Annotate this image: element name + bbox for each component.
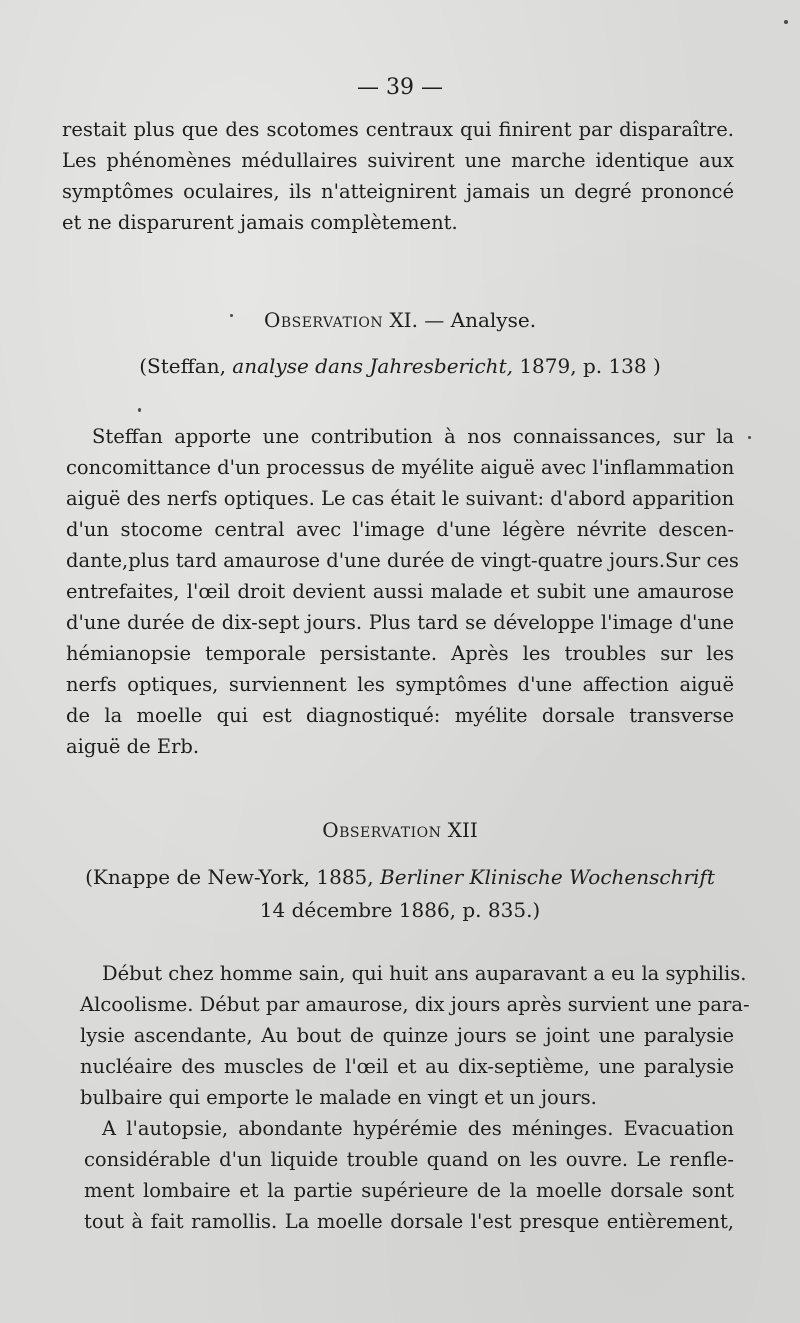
observation-xi-body — [66, 421, 739, 762]
scan-speck — [138, 408, 141, 412]
text-line: entrefaites, l'œil droit devient aussi malade et subit une amaurose — [66, 580, 734, 603]
observation-title: XII — [447, 818, 478, 842]
text-line: Alcoolisme. Début par amaurose, dix jours après survient une para- — [80, 993, 750, 1016]
scan-speck — [748, 436, 751, 439]
text-line: nucléaire des muscles de l'œil et au dix-septième, une paralysie — [80, 1055, 734, 1078]
observation-label: Observation — [322, 818, 442, 842]
text-line: de la moelle qui est diagnostiqué: myélite dorsale transverse — [66, 704, 734, 727]
text-line: Début chez homme sain, qui huit ans auparavant a eu la syphilis. — [102, 962, 747, 985]
observation-xii-reference-line1 — [0, 862, 800, 893]
text-line: d'un stocome central avec l'image d'une légère névrite descen- — [66, 518, 734, 541]
observation-xi-heading — [0, 308, 800, 332]
reference-close: 1879, p. 138 ) — [512, 354, 661, 378]
text-line: bulbaire qui emporte le malade en vingt et un jours. — [80, 1086, 597, 1109]
text-line: tout à fait ramollis. La moelle dorsale l'est presque entièrement, — [84, 1210, 734, 1233]
text-line: hémianopsie temporale persistante. Après les troubles sur les — [66, 642, 734, 665]
text-line: symptômes oculaires, ils n'atteignirent jamais un degré prononcé — [62, 180, 734, 203]
text-line: considérable d'un liquide trouble quand on les ouvre. Le renfle- — [84, 1148, 734, 1171]
observation-label: Observation — [263, 308, 384, 332]
reference-open: (Knappe de New-York, 1885, — [85, 865, 380, 889]
text-line: restait plus que des scotomes centraux qui finirent par disparaître. — [62, 118, 734, 141]
observation-title: XI. — Analyse. — [389, 308, 537, 332]
observation-xii-body-2 — [84, 1113, 734, 1237]
text-line: d'une durée de dix-sept jours. Plus tard se développe l'image d'une — [66, 611, 734, 634]
text-line: lysie ascendante, Au bout de quinze jours se joint une paralysie — [80, 1024, 734, 1047]
text-line: aiguë des nerfs optiques. Le cas était le suivant: d'abord apparition — [66, 487, 735, 510]
reference-italic: Berliner Klinische Wochenschrift — [380, 865, 715, 889]
text-line: concomittance d'un processus de myélite aiguë avec l'inflammation — [66, 456, 735, 479]
text-line: A l'autopsie, abondante hypérémie des méninges. Evacuation — [102, 1117, 734, 1140]
text-line: aiguë de Erb. — [66, 735, 200, 758]
scan-speck — [784, 20, 788, 24]
reference-open: (Steffan, — [139, 354, 233, 378]
text-line: et ne disparurent jamais complètement. — [62, 211, 458, 234]
page-number: — 39 — — [357, 75, 443, 100]
observation-xii-heading — [0, 818, 800, 842]
text-line: nerfs optiques, surviennent les symptômes d'une affection aiguë — [66, 673, 734, 696]
text-line: Steffan apporte une contribution à nos connaissances, sur la — [92, 425, 734, 448]
scan-speck — [230, 314, 233, 317]
opening-paragraph — [62, 114, 734, 238]
observation-xii-reference-line2 — [0, 895, 800, 926]
text-line: dante,plus tard amaurose d'une durée de vingt-quatre jours.Sur ces — [66, 549, 739, 572]
text-line: ment lombaire et la partie supérieure de la moelle dorsale sont — [84, 1179, 734, 1202]
reference-date: 14 décembre 1886, p. 835.) — [259, 898, 541, 922]
text-line: Les phénomènes médullaires suivirent une marche identique aux — [62, 149, 734, 172]
observation-xi-reference — [0, 351, 800, 382]
observation-xii-body-1 — [80, 958, 750, 1113]
reference-italic: analyse dans Jahresbericht, — [232, 354, 513, 378]
